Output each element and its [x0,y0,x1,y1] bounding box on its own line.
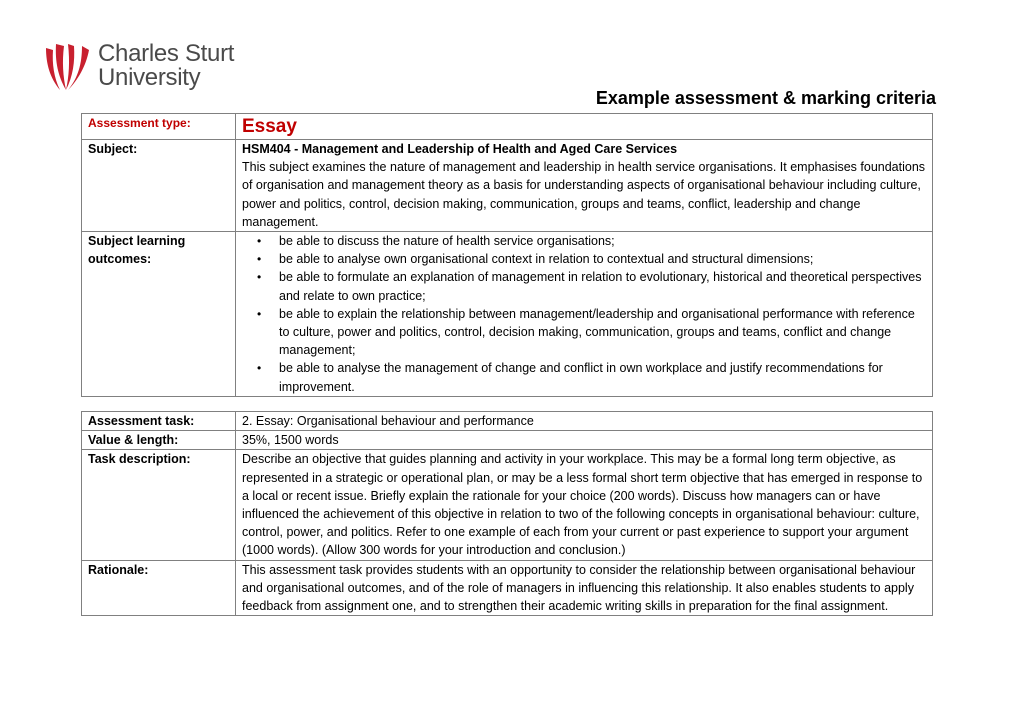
subject-title: HSM404 - Management and Leadership of Health and Aged Care Services [242,142,678,156]
subject-description: This subject examines the nature of management and leadership in health service organisations. It emphasises foundations of organisation and management theory as a basis for understanding aspects of organisational behaviour including culture, power and politics, control, decision making, communication, groups and teams, conflict, leadership and change management. [242,160,926,229]
learning-outcome-item: • be able to analyse own organisational context in relation to contextual and structural dimensions; [279,250,926,268]
learning-outcome-item: • be able to explain the relationship between management/leadership and organisational performance with reference to culture, power and politics, control, decision making, communication, groups and teams, conflict and change management; [279,305,926,360]
task-description-value: Describe an objective that guides planning and activity in your workplace. This may be a formal long term objective, as represented in a strategic or operational plan, or may be a less formal short term objective that has emerged in response to a local or recent issue. Briefly explain the rationale for your choice (200 words). Discuss how managers can or have influenced the achievement of this objective in relation to two of the following concepts in organisational behaviour: culture, control, power, and politics. Refer to one example of each from your current or past experience to support your argument (1000 words). (Allow 300 words for your introduction and conclusion.) [236,450,933,560]
value-length-value: 35%, 1500 words [236,431,933,450]
task-description-row [82,450,933,560]
subject-row [82,140,933,232]
assessment-type-value: Essay [236,114,933,140]
value-length-row [82,431,933,450]
assessment-task-value: 2. Essay: Organisational behaviour and performance [236,412,933,431]
learning-outcome-item: • be able to discuss the nature of health service organisations; [279,232,926,250]
subject-cell [236,140,933,232]
document-title: Example assessment & marking criteria [595,88,936,108]
assessment-task-table [81,411,933,616]
learning-outcomes-list [242,232,926,396]
rationale-row [82,560,933,616]
university-name-line2: University [98,64,201,91]
rationale-label: Rationale: [82,560,236,616]
learning-outcome-item: • be able to formulate an explanation of management in relation to evolutionary, historical and theoretical perspectives and relate to own practice; [279,268,926,304]
university-logo [44,42,234,98]
learning-outcomes-label: Subject learning outcomes: [82,232,236,397]
assessment-task-label: Assessment task: [82,412,236,431]
assessment-type-row [82,114,933,140]
university-name [98,42,234,90]
assessment-overview-table [81,113,933,397]
learning-outcome-item: • be able to analyse the management of change and conflict in own workplace and justify recommendations for improvement. [279,359,926,395]
task-description-label: Task description: [82,450,236,560]
learning-outcomes-cell [236,232,933,397]
subject-label: Subject: [82,140,236,232]
assessment-type-label: Assessment type: [82,114,236,140]
value-length-label: Value & length: [82,431,236,450]
rationale-value: This assessment task provides students with an opportunity to consider the relationship between organisational behaviour and organisational outcomes, and of the role of managers in influencing this relationship. It also enables students to apply feedback from assignment one, and to strengthen their academic writing skills in preparation for the final assignment. [236,560,933,616]
csu-flame-logo-icon [44,42,92,92]
learning-outcomes-row [82,232,933,397]
university-name-line1: Charles Sturt [98,40,235,67]
assessment-task-row [82,412,933,431]
